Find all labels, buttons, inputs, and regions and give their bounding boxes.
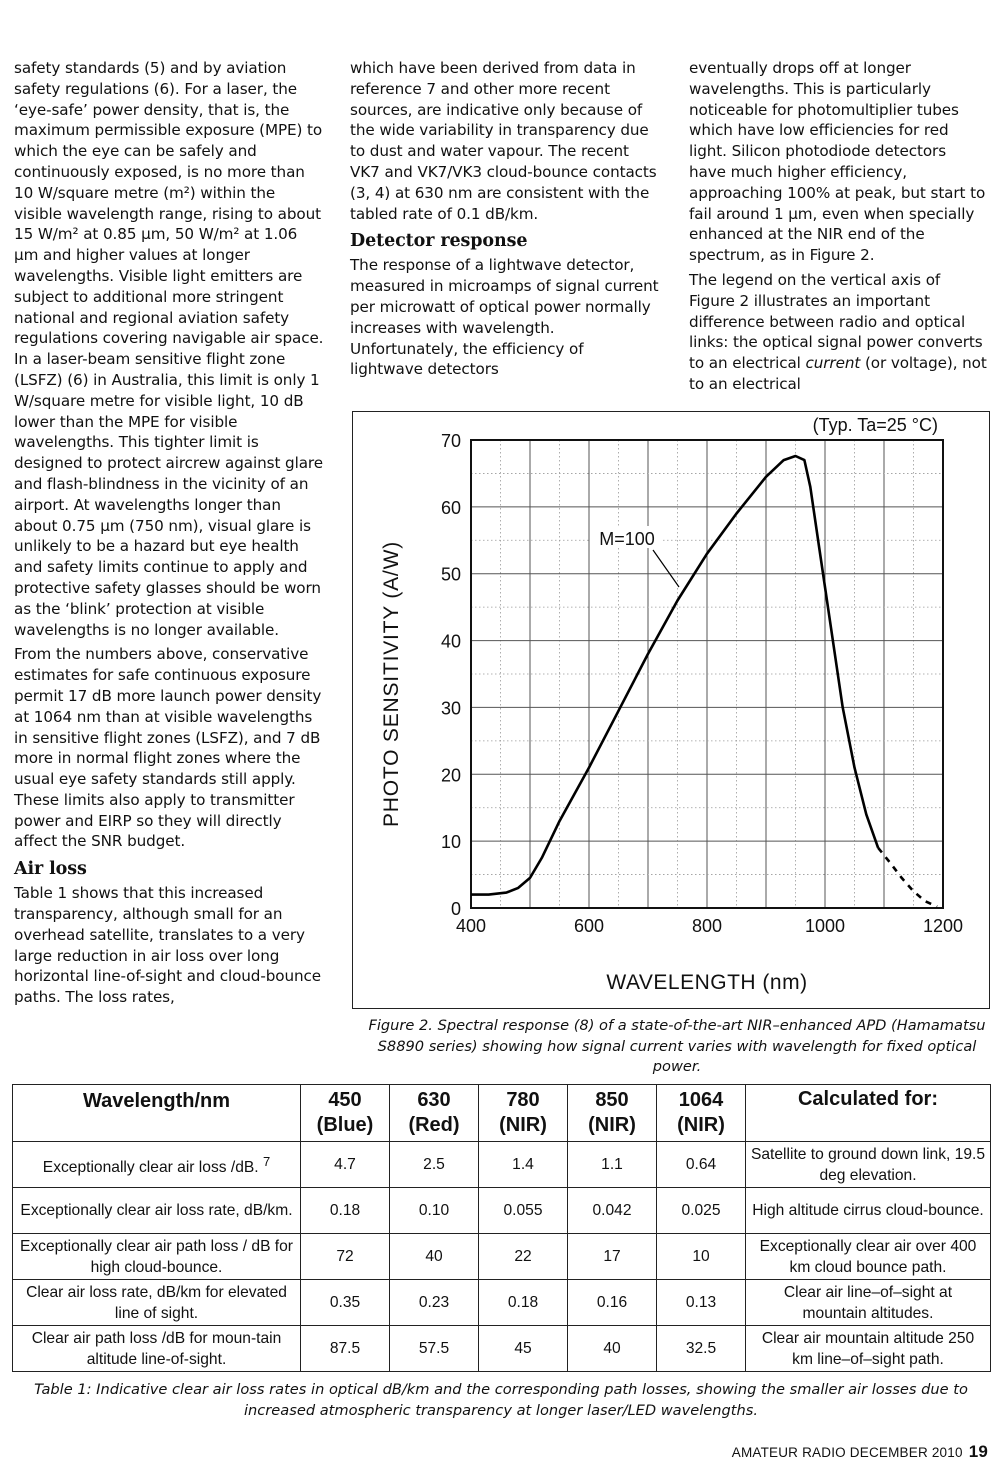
- section-heading-air-loss: Air loss: [14, 859, 87, 880]
- series-line: [471, 456, 878, 895]
- row-label: Exceptionally clear air path loss / dB for high cloud-bounce.: [13, 1234, 301, 1280]
- paragraph: Table 1 shows that this increased transparency, although small for an overhead satellite, translates to a very large reduction in air loss over long horizontal line-of-sight and cloud-bounce paths. The loss rates,: [14, 884, 322, 1007]
- table-cell: 10: [657, 1234, 746, 1280]
- annotation-leader-line: [653, 550, 679, 587]
- table-cell: 0.64: [657, 1142, 746, 1188]
- paragraph: safety standards (5) and by aviation safety regulations (6). For a laser, the ‘eye-safe’ power density, that is, the maximum permissible exposure (MPE) to which the eye can be safely and continuously exposed, is no more than 10 W/square metre (m²) within the visible wavelength range, rising to about 15 W/m² at 0.85 µm, 50 W/m² at 1.06 µm and higher values at longer wavelengths. Visible light emitters are subject to additional more stringent national and regional aviation safety regulations covering navigable air space. In a laser-beam sensitive flight zone (LSFZ) (6) in Australia, this limit is only 1 W/square metre for visible light, 10 dB lower than the MPE for visible wavelengths. This tighter limit is designed to protect aircrew against glare and flash-blindness in the vicinity of an airport. At wavelengths longer than about 0.75 µm (750 nm), visual glare is unlikely to be a hazard but eye health and safety limits continue to apply and protective safety glasses should be worn as the ‘blink’ protection at visible wavelengths is no longer available.: [14, 59, 324, 639]
- row-calculated-for: Clear air line–of–sight at mountain altitudes.: [746, 1280, 991, 1326]
- table-cell: 22: [479, 1234, 568, 1280]
- table-cell: 0.16: [568, 1280, 657, 1326]
- x-tick-label: 1000: [804, 916, 846, 936]
- table-cell: 17: [568, 1234, 657, 1280]
- table-cell: 0.18: [301, 1188, 390, 1234]
- table-cell: 57.5: [390, 1326, 479, 1372]
- table-row: [13, 1142, 991, 1188]
- y-tick-label: 20: [440, 765, 461, 786]
- table-cell: 45: [479, 1326, 568, 1372]
- paragraph: [689, 270, 987, 395]
- row-calculated-for: Clear air mountain altitude 250 km line–of–sight path.: [746, 1326, 991, 1372]
- page-number: 19: [968, 1442, 988, 1461]
- x-tick-label: 800: [691, 916, 723, 936]
- table-header-row: [13, 1085, 991, 1142]
- table-cell: 4.7: [301, 1142, 390, 1188]
- footnote-ref: 7: [262, 1153, 271, 1169]
- table-caption: Table 1: Indicative clear air loss rates in optical dB/km and the corresponding path losses, showing the smaller air losses due to increased atmospheric transparency at longer laser/LED wavelengths.: [34, 1381, 968, 1419]
- table-cell: 0.055: [479, 1188, 568, 1234]
- table-cell: 40: [568, 1326, 657, 1372]
- section-heading-detector-response: Detector response: [350, 231, 528, 252]
- header-wavelength-value: 850 (NIR): [568, 1085, 657, 1142]
- row-label: Exceptionally clear air loss /dB. $^7$: [13, 1142, 301, 1188]
- article-column-3: [689, 58, 987, 399]
- x-tick-label: 400: [455, 916, 487, 936]
- table-cell: 0.025: [657, 1188, 746, 1234]
- table-cell: 32.5: [657, 1326, 746, 1372]
- row-label: Exceptionally clear air loss rate, dB/km.: [13, 1188, 301, 1234]
- row-calculated-for: Satellite to ground down link, 19.5 deg elevation.: [746, 1142, 991, 1188]
- y-tick-label: 70: [440, 431, 461, 451]
- header-wavelength-value: 780 (NIR): [479, 1085, 568, 1142]
- table-cell: 0.042: [568, 1188, 657, 1234]
- row-calculated-for: Exceptionally clear air over 400 km cloud bounce path.: [746, 1234, 991, 1280]
- table-row: [13, 1234, 991, 1280]
- table-cell: 0.23: [390, 1280, 479, 1326]
- paragraph: eventually drops off at longer wavelengths. This is particularly noticeable for photomultiplier tubes which have low efficiencies for red light. Silicon photodiode detectors have much higher efficiency, approaching 100% at peak, but start to fail around 1 µm, even when specially enhanced at the NIR end of the spectrum, as in Figure 2.: [689, 59, 986, 265]
- table-cell: 0.10: [390, 1188, 479, 1234]
- x-axis-label: WAVELENGTH (nm): [606, 971, 808, 994]
- paragraph: From the numbers above, conservative estimates for safe continuous exposure permit 17 dB more launch power density at 1064 nm than at visible wavelengths in sensitive flight zones (LSFZ), and 7 dB more in normal flight zones where the usual eye safety standards still apply. These limits also apply to transmitter power and EIRP so they will directly affect the SNR budget.: [14, 645, 322, 851]
- header-wavelength-value: 450 (Blue): [301, 1085, 390, 1142]
- table-cell: 40: [390, 1234, 479, 1280]
- spectral-response-chart: [353, 412, 991, 1010]
- y-tick-label: 40: [440, 631, 461, 652]
- table-row: [13, 1188, 991, 1234]
- table-cell: 72: [301, 1234, 390, 1280]
- row-label: Clear air path loss /dB for moun-tain altitude line-of-sight.: [13, 1326, 301, 1372]
- table-cell: 0.18: [479, 1280, 568, 1326]
- table-cell: 1.1: [568, 1142, 657, 1188]
- figure-spectral-response: [352, 411, 990, 1009]
- emphasis-text: current: [805, 354, 861, 373]
- header-wavelength: Wavelength/nm: [13, 1085, 301, 1142]
- table-row: [13, 1326, 991, 1372]
- table-cell: 0.13: [657, 1280, 746, 1326]
- header-wavelength-value: 630 (Red): [390, 1085, 479, 1142]
- paragraph-text: The legend on the vertical axis of Figure 2 illustrates an important difference between radio and optical links: the optical signal power converts to an electrical: [689, 270, 983, 373]
- y-axis-label: PHOTO SENSITIVITY (A/W): [380, 541, 403, 827]
- series-line: [878, 848, 937, 907]
- air-loss-table: [12, 1084, 991, 1372]
- article-column-2: [350, 58, 660, 384]
- paragraph-text: (or voltage), not to an electrical: [689, 354, 987, 393]
- condition-label: (Typ. Ta=25 °C): [812, 415, 938, 435]
- x-tick-label: 1200: [922, 916, 964, 936]
- paragraph: The response of a lightwave detector, measured in microamps of signal current per microwatt of optical power normally increases with wavelength. Unfortunately, the efficiency of lightwave detectors: [350, 256, 659, 379]
- y-tick-label: 0: [450, 899, 461, 919]
- table-cell: 87.5: [301, 1326, 390, 1372]
- annotation-label: M=100: [599, 529, 655, 549]
- publication-name: AMATEUR RADIO DECEMBER 2010: [731, 1445, 963, 1460]
- row-label: Clear air loss rate, dB/km for elevated line of sight.: [13, 1280, 301, 1326]
- table-row: [13, 1280, 991, 1326]
- table-cell: 2.5: [390, 1142, 479, 1188]
- header-wavelength-value: 1064 (NIR): [657, 1085, 746, 1142]
- y-tick-label: 10: [440, 832, 461, 853]
- y-tick-label: 60: [440, 497, 461, 518]
- table-cell: 0.35: [301, 1280, 390, 1326]
- header-calculated-for: Calculated for:: [746, 1085, 991, 1142]
- y-tick-label: 30: [440, 698, 461, 719]
- article-column-1: [14, 58, 324, 1012]
- paragraph: which have been derived from data in reference 7 and other more recent sources, are indicative only because of the wide variability in transparency due to dust and water vapour. The recent VK7 and VK7/VK3 cloud-bounce contacts (3, 4) at 630 nm are consistent with the tabled rate of 0.1 dB/km.: [350, 59, 657, 223]
- y-tick-label: 50: [440, 564, 461, 585]
- figure-caption: Figure 2. Spectral response (8) of a state-of-the-art NIR–enhanced APD (Hamamatsu S8890 series) showing how signal current varies with wavelength for fixed optical power.: [368, 1017, 986, 1075]
- x-tick-label: 600: [573, 916, 605, 936]
- row-calculated-for: High altitude cirrus cloud-bounce.: [746, 1188, 991, 1234]
- table-cell: 1.4: [479, 1142, 568, 1188]
- page-footer: [732, 1442, 988, 1462]
